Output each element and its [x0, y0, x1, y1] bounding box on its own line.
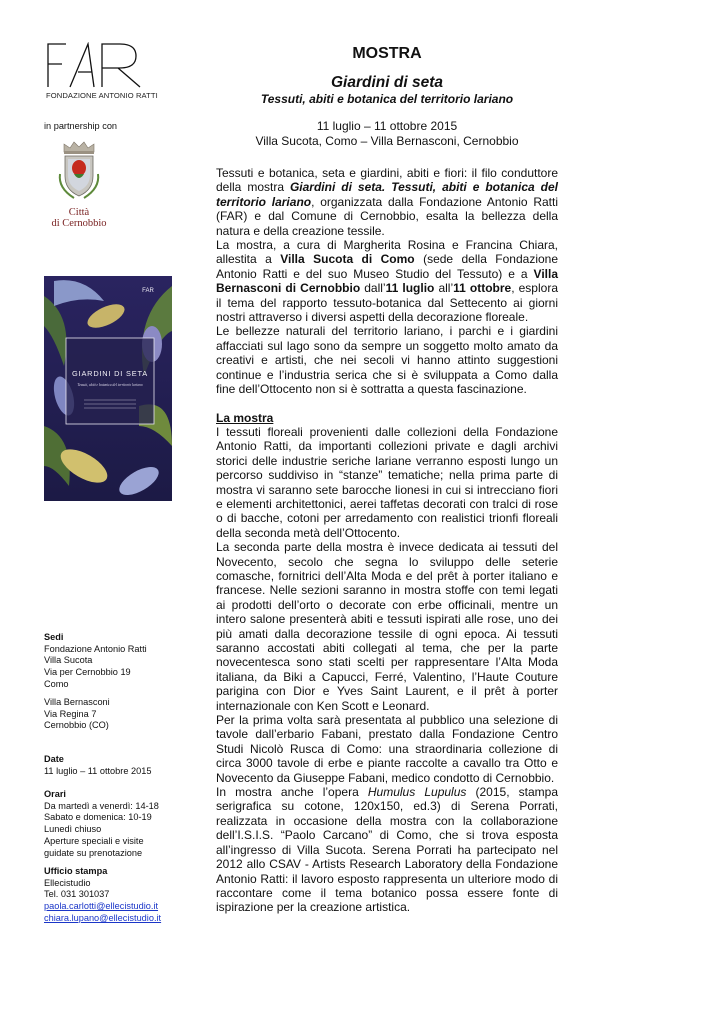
press-office-block — [44, 866, 161, 925]
email-link-paola[interactable]: paola.carlotti@ellecistudio.it — [44, 901, 159, 912]
partner-name: Città di Cernobbio — [51, 207, 107, 229]
partner-logo — [46, 140, 112, 229]
press-line: Tel. 031 301037 — [44, 889, 110, 900]
far-logo — [46, 42, 142, 88]
press-heading: Ufficio stampa — [44, 866, 108, 876]
email-link-chiara[interactable]: chiara.lupano@ellecistudio.it — [44, 912, 162, 923]
exhibition-dates: 11 luglio – 11 ottobre 2015 — [316, 119, 458, 133]
date-value: 11 luglio – 11 ottobre 2015 — [44, 765, 152, 776]
orari-block — [44, 789, 159, 859]
exhibition-venue: Villa Sucota, Como – Villa Bernasconi, Cernobbio — [255, 134, 519, 148]
exhibition-title: Giardini di seta — [331, 74, 443, 91]
press-release-header — [216, 44, 558, 149]
sedi-line: Villa Sucota — [44, 655, 93, 666]
sedi-line: Cernobbio (CO) — [44, 720, 109, 731]
poster-title: GIARDINI DI SETA — [72, 369, 148, 378]
sedi-heading: Sedi — [44, 632, 64, 642]
orari-line: guidate su prenotazione — [44, 847, 143, 858]
press-line: Ellecistudio — [44, 877, 91, 888]
orari-line: Sabato e domenica: 10-19 — [44, 812, 152, 823]
partnership-label: in partnership con — [44, 121, 118, 131]
poster-logo: FAR — [142, 288, 154, 294]
poster-artwork — [44, 276, 172, 501]
paragraph: Per la prima volta sarà presentata al pubblico una selezione di tavole dall’erbario Fabani, prestato dalla Fondazione Centro Studi Nicolò Rusca di Como: una straordinaria collezione di circa 3000 tavole di erbe e piante raccolte a cavallo tra Otto e Novecento da Giuseppe Fabani, medico condotto di Cernobbio. — [216, 713, 558, 785]
cernobbio-crest-icon — [56, 140, 102, 200]
sedi-line: Fondazione Antonio Ratti — [44, 643, 147, 654]
paragraph: I tessuti floreali provenienti dalle collezioni della Fondazione Antonio Ratti, da importanti collezioni private e dagli archivi storici delle industrie seriche lariane verranno esposti lungo un percorso suddiviso in “stanze” tematiche; nella prima parte di mostra vi saranno sete barocche lionesi in cui si intrecciano fiori e elementi architettonici, aerei taffetas decorati con tralci di rose o di bacche, cotoni per arredamento con realistici trionfi floreali della seconda metà dell’Ottocento. — [216, 424, 558, 540]
orari-line: Aperture speciali e visite — [44, 835, 144, 846]
sedi-line: Via Regina 7 — [44, 708, 97, 719]
sedi-line: Villa Bernasconi — [44, 697, 110, 707]
paragraph: In mostra anche l’opera Humulus Lupulus (2015, stampa serigrafica su cotone, 120x150, ed.3) di Serena Porrati, realizzata in occasione della mostra con la collaborazione dell’I.S.I.S. “Paolo Carcano” di Como, che si trova esposta all’ingresso di Villa Sucota. Serena Porrati ha partecipato nel 2012 allo CSAV - Artists Research Laboratory della Fondazione Antonio Ratti: il lavoro esposto rappresenta un ulteriore modo di raccontare come il tema botanico possa essere fonte di ispirazione per la creazione artistica. — [216, 785, 559, 915]
sedi-block-2 — [44, 697, 110, 732]
paragraph: Tessuti e botanica, seta e giardini, abiti e fiori: il filo conduttore della mostra Giardini di seta. Tessuti, abiti e botanica del territorio lariano, organizzata dalla Fondazione Antonio Ratti (FAR) e dal Comune di Cernobbio, esalta la bellezza della natura e della creazione tessile. — [216, 166, 558, 238]
press-release-body — [216, 166, 558, 915]
far-logo-block — [46, 42, 156, 100]
kicker-title: MOSTRA — [352, 45, 422, 62]
section-heading: La mostra — [216, 410, 274, 425]
foundation-name: FONDAZIONE ANTONIO RATTI — [46, 91, 158, 100]
date-heading: Date — [44, 754, 64, 764]
paragraph: La mostra, a cura di Margherita Rosina e Francina Chiara, allestita a Villa Sucota di Como (sede della Fondazione Antonio Ratti e del suo Museo Studio del Tessuto) e a Villa Bernasconi di Cernobbio dall’11 luglio all’11 ottobre, esplora il tema del rapporto tessuto-botanica dal Settecento ai giorni nostri attraverso i diversi aspetti della decorazione floreale. — [216, 238, 559, 325]
exhibition-subtitle: Tessuti, abiti e botanica del territorio lariano — [260, 92, 514, 106]
paragraph: La seconda parte della mostra è invece dedicata ai tessuti del Novecento, secolo che segna lo sviluppo delle seterie comasche, fornitrici dell’Alta Moda e del prêt à porter italiano e francese. Nelle sezioni saranno in mostra stoffe con temi legati ai prodotti dell’orto o decorate con erbe officinali, mentre un intero salone presenterà abiti e tessuti ispirati alle rose, uno dei più amati dalla decorazione tessile di ogni epoca. Ai tessuti saranno accostati abiti collegati al tema, che per la parte novecentesca sono stati scelti per rappresentare l’Alta Moda italiana, da Biki a Capucci, Ferré, Valentino, l’Haute Couture parigina con Dior e Yves Saint Laurent, e il prêt à porter internazionale con Ken Scott e Leonard. — [216, 540, 558, 713]
date-block — [44, 754, 151, 777]
orari-line: Lunedì chiuso — [44, 824, 102, 835]
exhibition-poster-image — [44, 276, 172, 501]
orari-line: Da martedì a venerdì: 14-18 — [44, 800, 159, 811]
poster-subtitle: Tessuti, abiti e botanica del territorio lariano — [77, 383, 143, 387]
sedi-line: Como — [44, 678, 69, 689]
paragraph: Le bellezze naturali del territorio lariano, i parchi e i giardini affacciati sul lago sono da sempre un soggetto molto amato da creativi e artisti, che nei secoli vi hanno attinto suggestioni continue e l’industria serica che si è sviluppata a Como dalla fine dell’Ottocento non si è sottratta a questa fascinazione. — [216, 324, 558, 397]
orari-heading: Orari — [44, 789, 66, 799]
sedi-line: Via per Cernobbio 19 — [44, 667, 131, 678]
sedi-block — [44, 632, 147, 691]
